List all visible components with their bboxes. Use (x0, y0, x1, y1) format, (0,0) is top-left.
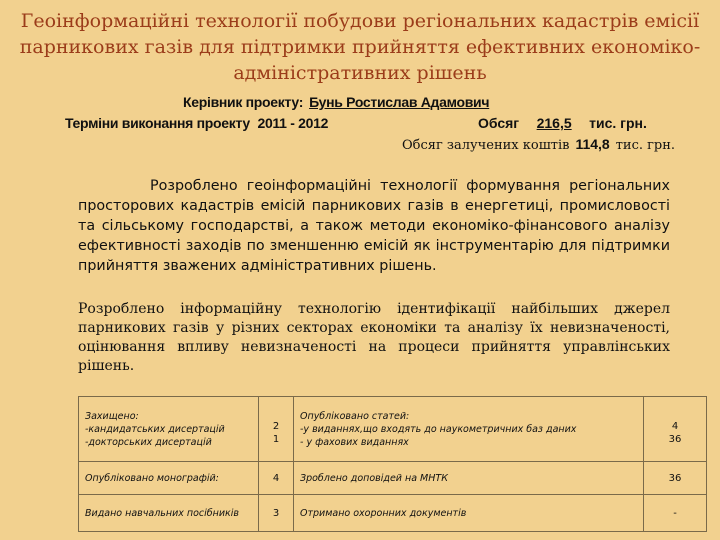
textbooks-value: 3 (259, 495, 294, 532)
defended-cell (79, 397, 259, 462)
project-leader-label: Керівник проекту: (183, 94, 304, 110)
doctoral-dissertations-label: -докторських дисертацій (85, 436, 212, 448)
articles-professional-value: 36 (668, 434, 682, 445)
candidate-dissertations-label: -кандидатських дисертацій (85, 423, 225, 435)
articles-scientometric-value: 4 (671, 421, 679, 432)
project-volume-unit: тис. грн. (589, 115, 647, 131)
attracted-funds-value: 114,8 (575, 136, 610, 152)
slide-title: Геоінформаційні технології побудови регіональних кадастрів емісії парникових газів для підтримки прийняття ефективних економіко-адміністративних рішень (19, 10, 701, 84)
reports-label: Зроблено доповідей на МНТК (294, 462, 644, 495)
results-table (78, 396, 707, 532)
attracted-funds-unit: тис. грн. (615, 138, 676, 153)
project-terms-label: Терміни виконання проекту (65, 115, 250, 131)
monographs-label: Опубліковано монографій: (79, 462, 259, 495)
project-leader-name: Бунь Ростислав Адамович (309, 94, 490, 110)
articles-label: Опубліковано статей: (300, 410, 410, 422)
articles-count-cell (644, 397, 707, 462)
articles-professional-label: - у фахових виданнях (300, 436, 409, 448)
reports-value: 36 (644, 462, 707, 495)
paragraph-information-technology: Розроблено інформаційну технологію ідентифікації найбільших джерел парникових газів у різних секторах економіки та аналізу їх невизначеності, оцінювання впливу невизначеності на процеси прийняття управлінських рішень. (78, 301, 670, 374)
table-row (79, 397, 707, 462)
project-terms-value: 2011 - 2012 (257, 115, 329, 131)
monographs-value: 4 (259, 462, 294, 495)
textbooks-label: Видано навчальних посібників (79, 495, 259, 532)
project-volume (478, 115, 647, 131)
defended-label: Захищено: (85, 410, 139, 422)
patents-label: Отримано охоронних документів (294, 495, 644, 532)
project-leader (183, 94, 489, 110)
project-volume-value: 216,5 (536, 115, 572, 131)
articles-cell (294, 397, 644, 462)
candidate-dissertations-value: 2 (272, 421, 280, 432)
project-volume-label: Обсяг (478, 115, 520, 131)
dissertations-count-cell (259, 397, 294, 462)
table-row (79, 462, 707, 495)
attracted-funds (402, 136, 675, 153)
paragraph-gis-technologies: Розроблено геоінформаційні технології формування регіональних просторових кадастрів емісій парникових газів в енергетиці, промисловості та сільському господарстві, а також методи економіко-фінансового аналізу ефективності заходів по зменшенню емісій як інструментарію для підтримки прийняття зважених адміністративних рішень. (78, 178, 670, 274)
project-terms (65, 115, 328, 131)
doctoral-dissertations-value: 1 (272, 434, 280, 445)
attracted-funds-label: Обсяг залучених коштів (402, 138, 570, 153)
table-row (79, 495, 707, 532)
articles-scientometric-label: -у виданнях,що входять до наукометричних баз даних (300, 423, 577, 435)
patents-value: - (644, 495, 707, 532)
